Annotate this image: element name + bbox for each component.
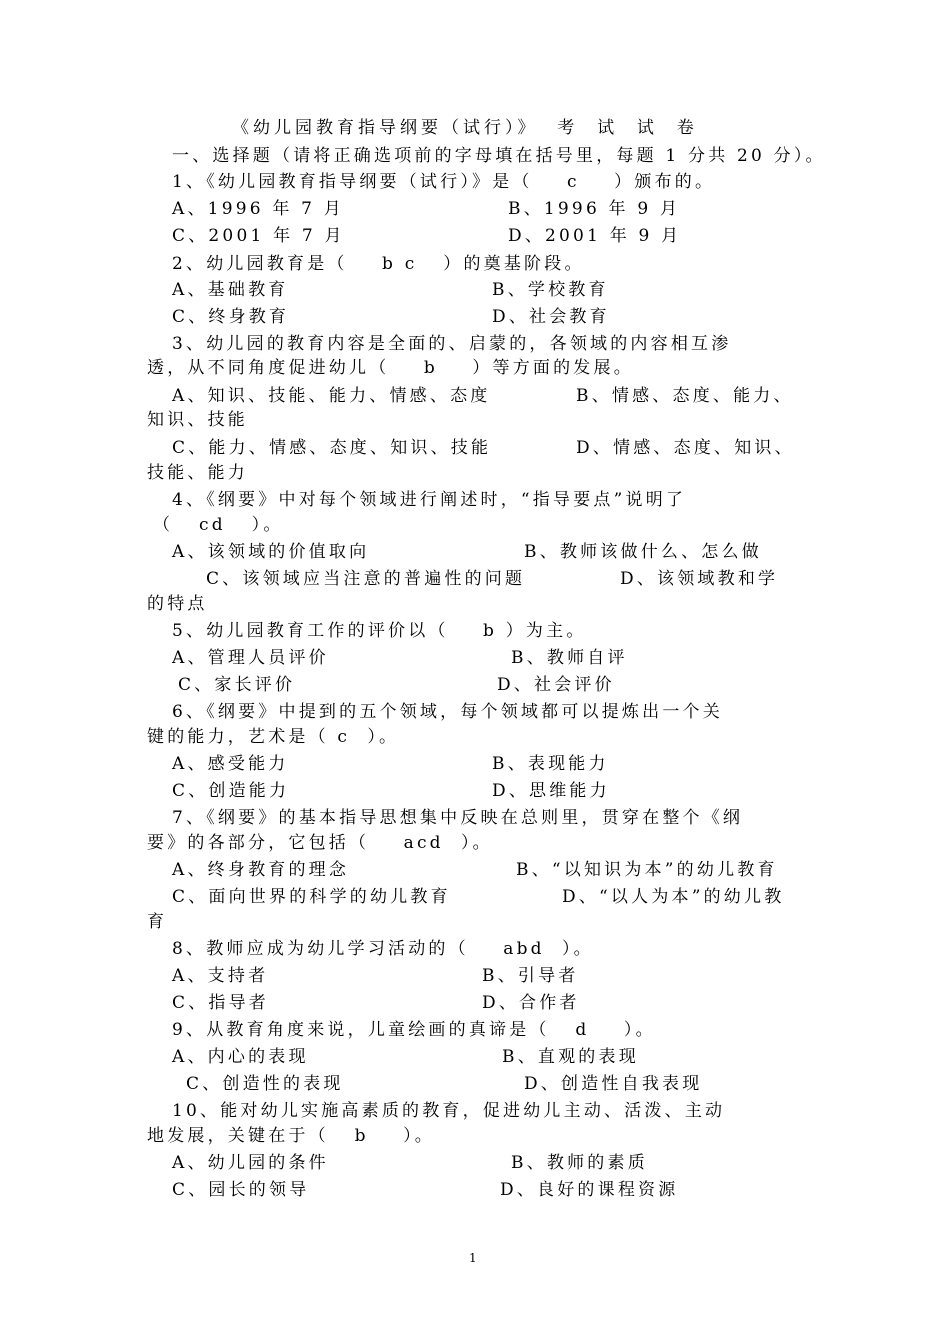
option-d-continued: 的特点 [147,594,208,614]
option-d: D、良好的课程资源 [500,1180,679,1200]
section-heading: 一、选择题（请将正确选项前的字母填在括号里，每题 1 分共 20 分）。 [172,146,826,166]
option-d-continued: 技能、能力 [147,463,248,483]
option-b-continued: 知识、技能 [147,410,248,430]
question-stem: 1、《幼儿园教育指导纲要（试行）》是（ c ）颁布的。 [172,172,716,192]
question-stem: 8、教师应成为幼儿学习活动的（ abd ）。 [172,939,594,959]
option-a: A、知识、技能、能力、情感、态度 [172,386,491,406]
option-b: B、引导者 [482,966,579,986]
option-b: B、表现能力 [492,754,609,774]
option-d: D、情感、态度、知识、 [576,438,795,458]
option-b: B、教师的素质 [511,1153,648,1173]
option-c: C、面向世界的科学的幼儿教育 [172,887,451,907]
option-c: C、家长评价 [178,675,296,695]
option-c: C、能力、情感、态度、知识、技能 [172,438,492,458]
option-d-continued: 育 [147,912,168,932]
option-d: D、思维能力 [492,781,610,801]
option-b: B、学校教育 [492,280,609,300]
question-stem: 3、幼儿园的教育内容是全面的、启蒙的，各领域的内容相互渗 [172,334,732,354]
option-c: C、终身教育 [172,307,290,327]
question-stem: 5、幼儿园教育工作的评价以（ b ）为主。 [172,621,587,641]
question-stem: 9、从教育角度来说，儿童绘画的真谛是（ d ）。 [172,1020,656,1040]
option-c: C、指导者 [172,993,270,1013]
question-stem: 2、幼儿园教育是（ b c ）的奠基阶段。 [172,254,585,274]
option-b: B、教师自评 [511,648,628,668]
option-d: D、创造性自我表现 [524,1074,703,1094]
question-stem: 7、《纲要》的基本指导思想集中反映在总则里，贯穿在整个《纲 [172,808,744,828]
question-stem-continued: 要》的各部分，它包括（ acd ）。 [147,833,493,853]
option-b: B、教师该做什么、怎么做 [524,542,762,562]
option-a: A、基础教育 [172,280,289,300]
option-d: D、“以人为本”的幼儿教 [562,887,785,907]
option-c: C、创造性的表现 [186,1074,344,1094]
option-b: B、直观的表现 [502,1047,639,1067]
page-number: 1 [469,1251,477,1265]
option-a: A、幼儿园的条件 [172,1153,329,1173]
option-b: B、情感、态度、能力、 [576,386,794,406]
option-c: C、2001 年 7 月 [172,226,345,246]
option-c: C、该领域应当注意的普遍性的问题 [206,569,526,589]
option-a: A、该领域的价值取向 [172,542,370,562]
question-stem: 10、能对幼儿实施高素质的教育，促进幼儿主动、活泼、主动 [172,1101,726,1121]
question-stem: 4、《纲要》中对每个领域进行阐述时，“指导要点”说明了 [172,490,687,510]
option-a: A、1996 年 7 月 [172,199,344,219]
option-b: B、“以知识为本”的幼儿教育 [516,860,778,880]
option-a: A、支持者 [172,966,269,986]
option-b: B、1996 年 9 月 [508,199,681,219]
option-a: A、感受能力 [172,754,289,774]
page-title: 《幼儿园教育指导纲要（试行）》 考 试 试 卷 [232,118,698,138]
question-stem-continued: 透，从不同角度促进幼儿（ b ）等方面的发展。 [147,358,634,378]
question-stem: 6、《纲要》中提到的五个领域，每个领域都可以提炼出一个关 [172,702,723,722]
question-stem-continued: （ cd ）。 [153,515,284,535]
option-c: C、园长的领导 [172,1180,310,1200]
option-d: D、社会教育 [492,307,610,327]
option-a: A、终身教育的理念 [172,860,350,880]
question-stem-continued: 地发展，关键在于（ b ）。 [147,1126,436,1146]
option-d: D、合作者 [482,993,580,1013]
option-d: D、2001 年 9 月 [508,226,682,246]
option-d: D、该领域教和学 [620,569,779,589]
option-d: D、社会评价 [497,675,615,695]
question-stem-continued: 键的能力，艺术是（ c ）。 [147,727,400,747]
option-c: C、创造能力 [172,781,290,801]
option-a: A、管理人员评价 [172,648,329,668]
option-a: A、内心的表现 [172,1047,309,1067]
